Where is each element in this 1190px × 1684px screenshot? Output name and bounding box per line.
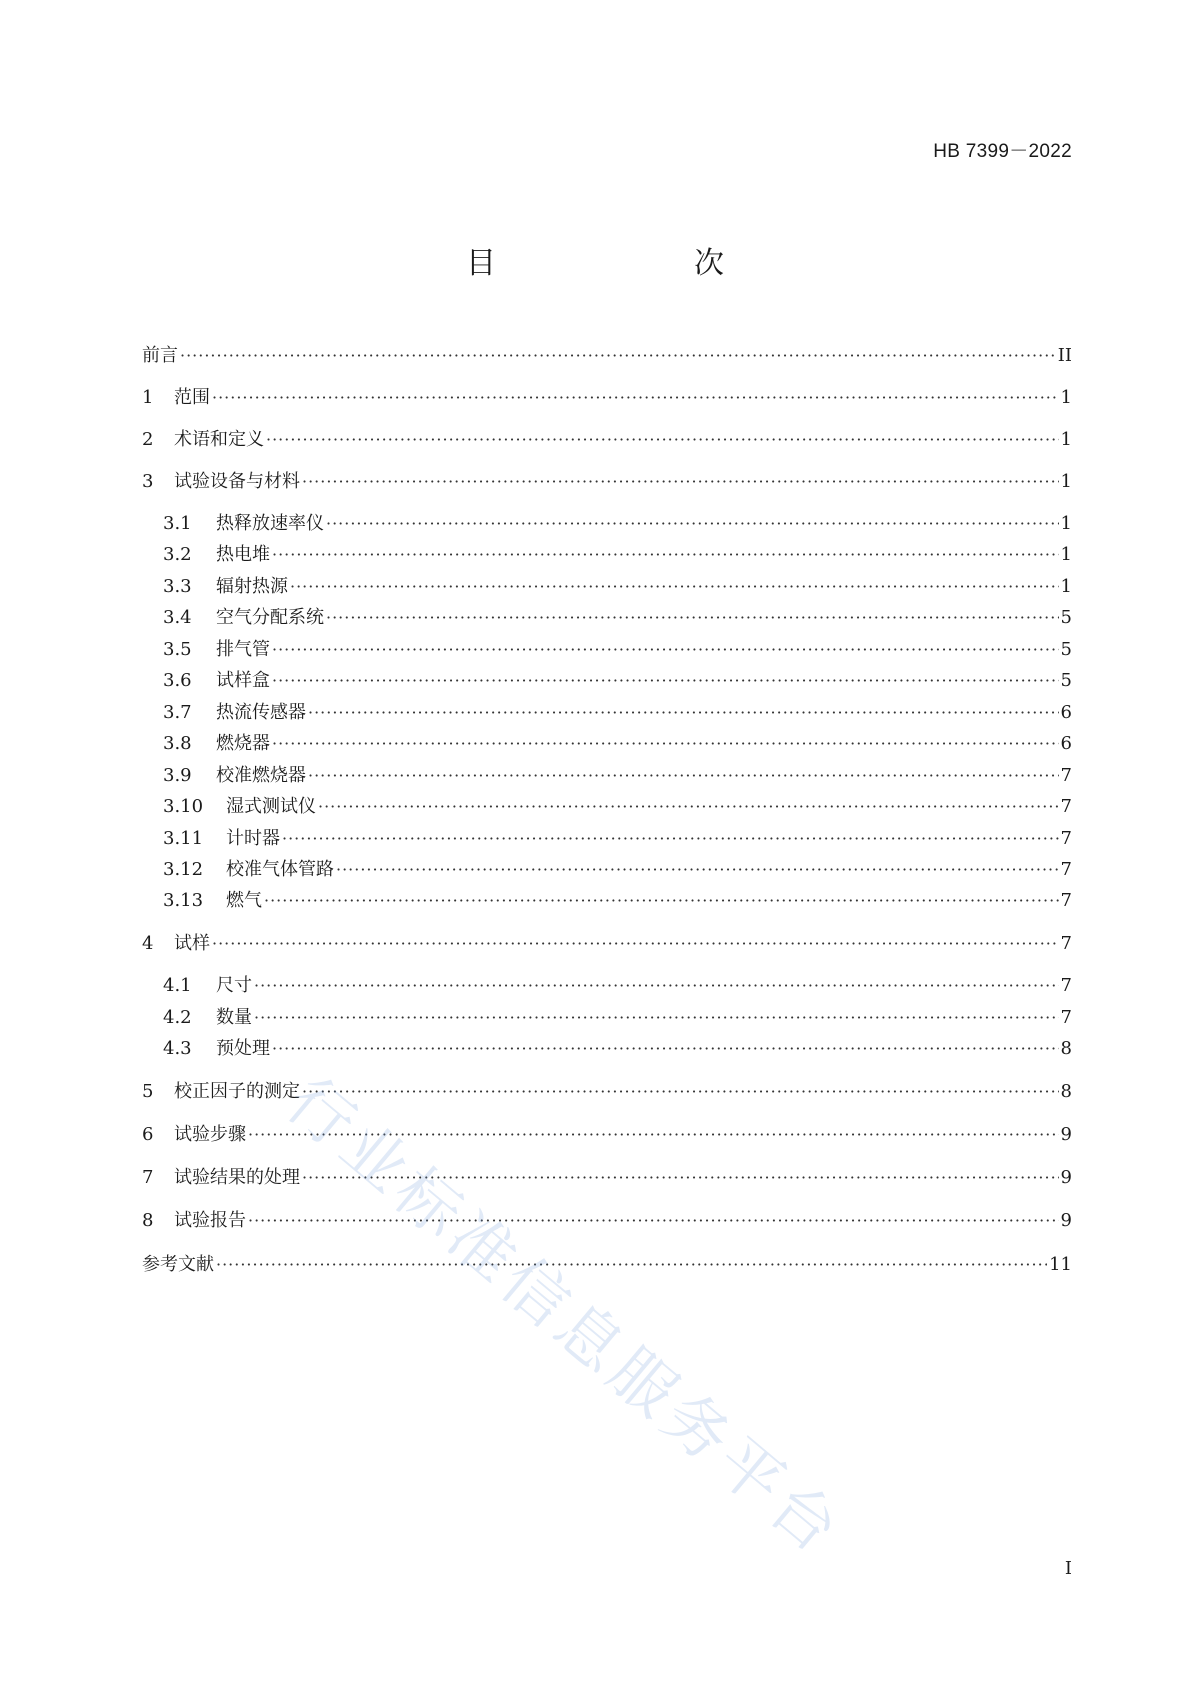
toc-leader-dots: [180, 343, 1056, 369]
toc-entry-4-3[interactable]: [163, 1036, 1072, 1062]
toc-entry-label: 排气管: [216, 639, 270, 660]
toc-entry-page: 1: [1060, 544, 1072, 565]
toc-entry-number: 3.1: [163, 513, 192, 534]
toc-leader-dots: [212, 385, 1059, 411]
toc-entry-3[interactable]: [142, 469, 1072, 495]
toc-entry-page: 8: [1060, 1081, 1072, 1102]
toc-entry-label: 试验步骤: [174, 1124, 246, 1145]
toc-entry-7[interactable]: [142, 1165, 1072, 1191]
toc-entry-3-11[interactable]: [163, 826, 1072, 852]
toc-entry-page: 11: [1049, 1254, 1072, 1275]
toc-entry-page: 9: [1060, 1124, 1072, 1145]
toc-entry-page: 7: [1060, 828, 1072, 849]
toc-entry-4-2[interactable]: [163, 1005, 1072, 1031]
toc-entry-label: 试样: [174, 933, 210, 954]
toc-entry-2[interactable]: [142, 427, 1072, 453]
toc-entry-8[interactable]: [142, 1208, 1072, 1234]
toc-entry-page: 1: [1060, 513, 1072, 534]
toc-entry-3-6[interactable]: [163, 668, 1072, 694]
toc-entry-5[interactable]: [142, 1079, 1072, 1105]
toc-entry-label: 试验设备与材料: [174, 471, 300, 492]
toc-entry-label: 湿式测试仪: [226, 796, 316, 817]
toc-leader-dots: [302, 469, 1059, 495]
toc-leader-dots: [326, 605, 1059, 631]
toc-entry-page: 6: [1060, 733, 1072, 754]
toc-leader-dots: [302, 1165, 1059, 1191]
toc-entry-page: 1: [1060, 576, 1072, 597]
toc-entry-label: 热电堆: [216, 544, 270, 565]
toc-entry-foreword[interactable]: [142, 343, 1072, 369]
page-title: 目 次: [466, 246, 770, 281]
toc-entry-4[interactable]: [142, 931, 1072, 957]
toc-entry-label: 试样盒: [216, 670, 270, 691]
toc-entry-3-10[interactable]: [163, 794, 1072, 820]
toc-entry-label: 术语和定义: [174, 429, 264, 450]
toc-entry-page: II: [1057, 345, 1072, 366]
toc-entry-3-1[interactable]: [163, 511, 1072, 537]
toc-entry-page: 6: [1060, 702, 1072, 723]
toc-entry-3-7[interactable]: [163, 700, 1072, 726]
toc-leader-dots: [272, 1036, 1059, 1062]
toc-entry-page: 5: [1060, 607, 1072, 628]
toc-entry-label: 热释放速率仪: [216, 513, 324, 534]
toc-entry-number: 3.5: [163, 639, 192, 660]
toc-entry-page: 7: [1060, 890, 1072, 911]
toc-entry-number: 3.11: [163, 828, 204, 849]
toc-entry-number: 3.7: [163, 702, 192, 723]
toc-entry-page: 1: [1060, 429, 1072, 450]
toc-entry-page: 9: [1060, 1167, 1072, 1188]
toc-entry-page: 1: [1060, 387, 1072, 408]
toc-leader-dots: [302, 1079, 1059, 1105]
toc-entry-number: 3.4: [163, 607, 192, 628]
toc-entry-label: 数量: [216, 1007, 252, 1028]
toc-entry-3-3[interactable]: [163, 574, 1072, 600]
standard-code: HB 7399－2022: [933, 141, 1072, 162]
toc-entry-number: 2: [142, 429, 154, 450]
toc-entry-4-1[interactable]: [163, 973, 1072, 999]
toc-entry-number: 8: [142, 1210, 154, 1231]
toc-entry-page: 7: [1060, 765, 1072, 786]
toc-leader-dots: [308, 763, 1059, 789]
toc-entry-label: 燃烧器: [216, 733, 270, 754]
toc-entry-number: 3.12: [163, 859, 204, 880]
toc-leader-dots: [272, 731, 1059, 757]
toc-entry-3-12[interactable]: [163, 857, 1072, 883]
toc-entry-3-9[interactable]: [163, 763, 1072, 789]
toc-entry-3-13[interactable]: [163, 888, 1072, 914]
toc-entry-label: 校正因子的测定: [174, 1081, 300, 1102]
toc-entry-page: 7: [1060, 859, 1072, 880]
toc-entry-label: 校准燃烧器: [216, 765, 306, 786]
toc-entry-6[interactable]: [142, 1122, 1072, 1148]
toc-entry-number: 5: [142, 1081, 154, 1102]
toc-entry-3-2[interactable]: [163, 542, 1072, 568]
toc-entry-number: 3.9: [163, 765, 192, 786]
toc-entry-1[interactable]: [142, 385, 1072, 411]
watermark: 行业标准信息服务平台: [272, 1064, 857, 1571]
toc-entry-page: 7: [1060, 1007, 1072, 1028]
toc-entry-label: 预处理: [216, 1038, 270, 1059]
toc-entry-number: 7: [142, 1167, 154, 1188]
toc-entry-label: 范围: [174, 387, 210, 408]
toc-leader-dots: [272, 637, 1059, 663]
toc-entry-number: 3.13: [163, 890, 204, 911]
toc-entry-number: 4.2: [163, 1007, 192, 1028]
toc-leader-dots: [212, 931, 1059, 957]
toc-entry-page: 5: [1060, 639, 1072, 660]
toc-leader-dots: [216, 1252, 1047, 1278]
toc-entry-label: 试验报告: [174, 1210, 246, 1231]
toc-entry-label: 试验结果的处理: [174, 1167, 300, 1188]
toc-entry-page: 1: [1060, 471, 1072, 492]
toc-leader-dots: [264, 888, 1059, 914]
toc-entry-page: 9: [1060, 1210, 1072, 1231]
toc-entry-number: 6: [142, 1124, 154, 1145]
toc-entry-number: 3.10: [163, 796, 204, 817]
toc-entry-label: 参考文献: [142, 1254, 214, 1275]
toc-leader-dots: [254, 1005, 1059, 1031]
toc-leader-dots: [308, 700, 1059, 726]
toc-entry-page: 5: [1060, 670, 1072, 691]
toc-leader-dots: [254, 973, 1059, 999]
toc-leader-dots: [266, 427, 1059, 453]
page-number: I: [1064, 1558, 1072, 1579]
toc-entry-number: 3.6: [163, 670, 192, 691]
toc-entry-label: 校准气体管路: [226, 859, 334, 880]
toc-leader-dots: [248, 1122, 1059, 1148]
toc-leader-dots: [282, 826, 1059, 852]
toc-entry-page: 7: [1060, 975, 1072, 996]
toc-entry-number: 4.1: [163, 975, 192, 996]
toc-entry-number: 1: [142, 387, 154, 408]
toc-leader-dots: [272, 668, 1059, 694]
toc-entry-label: 燃气: [226, 890, 262, 911]
toc-entry-number: 3.3: [163, 576, 192, 597]
toc-entry-references[interactable]: [142, 1252, 1072, 1278]
toc-entry-number: 4.3: [163, 1038, 192, 1059]
toc-leader-dots: [336, 857, 1059, 883]
toc-entry-label: 前言: [142, 345, 178, 366]
toc-entry-number: 3: [142, 471, 154, 492]
toc-leader-dots: [326, 511, 1059, 537]
toc-leader-dots: [318, 794, 1059, 820]
toc-entry-page: 8: [1060, 1038, 1072, 1059]
toc-entry-number: 3.8: [163, 733, 192, 754]
toc-leader-dots: [272, 542, 1059, 568]
toc-entry-3-4[interactable]: [163, 605, 1072, 631]
toc-entry-label: 空气分配系统: [216, 607, 324, 628]
toc-entry-3-8[interactable]: [163, 731, 1072, 757]
toc-entry-number: 3.2: [163, 544, 192, 565]
toc-entry-page: 7: [1060, 796, 1072, 817]
toc-entry-page: 7: [1060, 933, 1072, 954]
toc-entry-label: 计时器: [226, 828, 280, 849]
toc-entry-label: 辐射热源: [216, 576, 288, 597]
toc-entry-number: 4: [142, 933, 154, 954]
toc-entry-3-5[interactable]: [163, 637, 1072, 663]
toc-leader-dots: [248, 1208, 1059, 1234]
toc-entry-label: 尺寸: [216, 975, 252, 996]
toc-leader-dots: [290, 574, 1059, 600]
toc-entry-label: 热流传感器: [216, 702, 306, 723]
